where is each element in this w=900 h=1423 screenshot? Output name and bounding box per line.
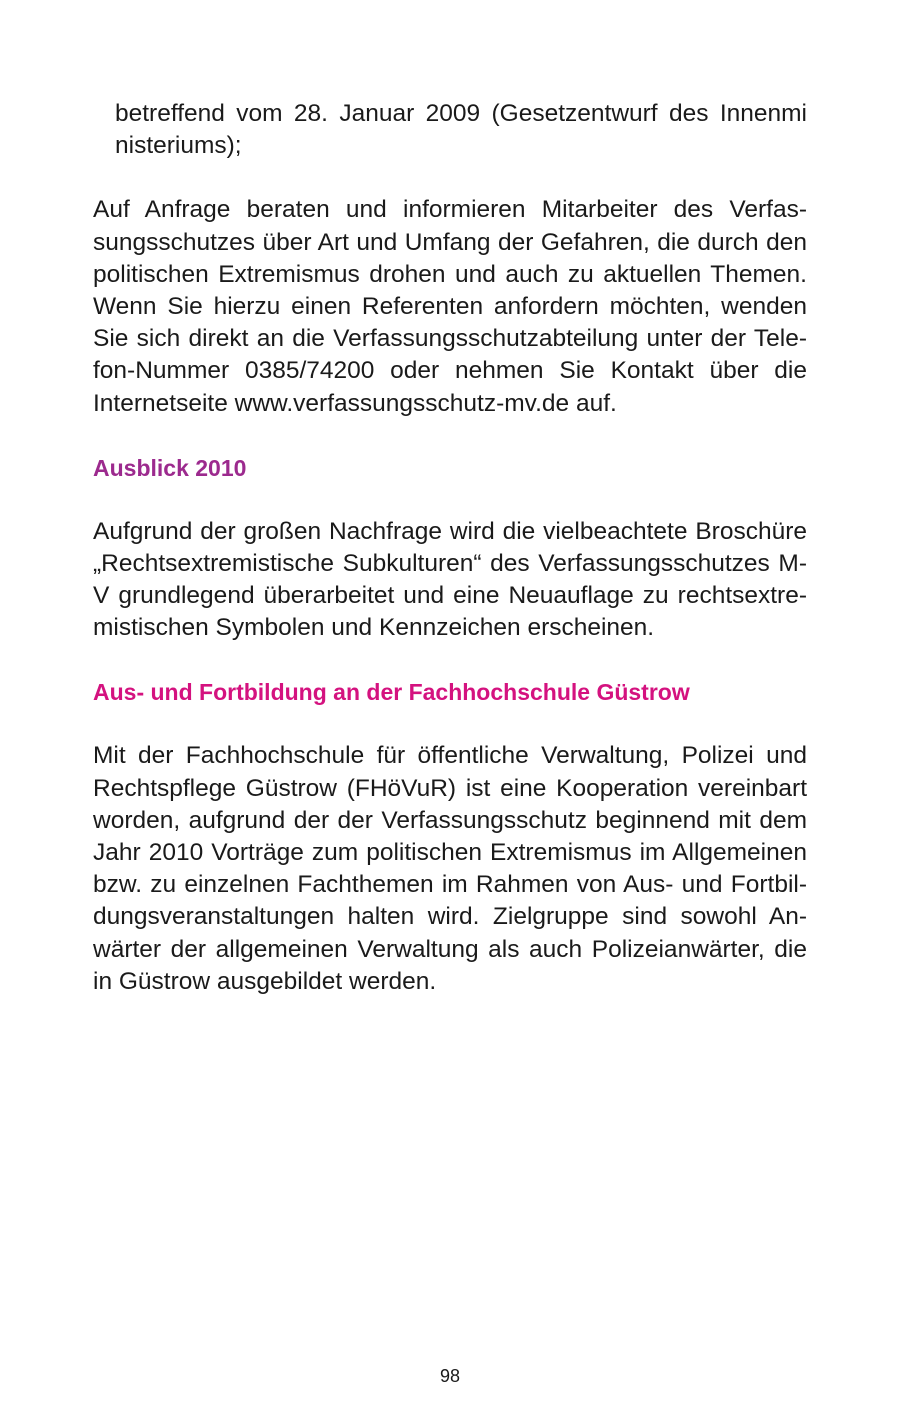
text-line: wärter der allgemeinen Verwaltung als auch Polizeianwärter, die [93,935,807,963]
text-line: worden, aufgrund der der Verfassungsschutz beginnend mit dem [93,806,807,834]
text-line: Rechtspflege Güstrow (FHöVuR) ist eine Kooperation vereinbart [93,774,807,802]
intro-continuation [93,98,807,162]
text-line: mistischen Symbolen und Kennzeichen erscheinen. [93,614,655,642]
text-line: fon-Nummer 0385/74200 oder nehmen Sie Kontakt über die [93,357,807,385]
text-line: Mit der Fachhochschule für öffentliche Verwaltung, Polizei und [93,742,807,770]
document-page [93,98,807,998]
text-line: dungsveranstaltungen halten wird. Zielgruppe sind sowohl An- [93,903,807,931]
text-line: politischen Extremismus drohen und auch zu aktuellen Themen. [93,260,807,288]
text-line: „Rechtsextremistische Subkulturen“ des Verfassungsschutzes M- [93,549,807,577]
text-line: Internetseite www.verfassungsschutz-mv.de auf. [93,389,617,417]
text-line: bzw. zu einzelnen Fachthemen im Rahmen von Aus- und Fortbil- [93,871,807,899]
paragraph-fortbildung [93,740,807,998]
text-line: V grundlegend überarbeitet und eine Neuauflage zu rechtsextre- [93,582,807,610]
text-line: Wenn Sie hierzu einen Referenten anfordern möchten, wenden [93,292,807,320]
text-line: betreffend vom 28. Januar 2009 (Gesetzentwurf des Innenmi [115,100,807,127]
paragraph-referenten [93,194,807,419]
section-heading-fortbildung: Aus- und Fortbildung an der Fachhochschule Güstrow [93,679,690,706]
text-line: sungsschutzes über Art und Umfang der Gefahren, die durch den [93,228,807,256]
section-heading-ausblick: Ausblick 2010 [93,454,247,481]
text-line: Sie sich direkt an die Verfassungsschutzabteilung unter der Tele- [93,325,807,353]
text-line: Aufgrund der großen Nachfrage wird die vielbeachtete Broschüre [93,517,807,545]
text-line: Auf Anfrage beraten und informieren Mitarbeiter des Verfas- [93,196,807,224]
text-line: Jahr 2010 Vorträge zum politischen Extremismus im Allgemeinen [93,839,807,866]
page-number: 98 [439,1366,461,1386]
paragraph-ausblick [93,516,807,645]
text-line: nisteriums); [115,132,242,160]
text-line: in Güstrow ausgebildet werden. [93,967,437,995]
